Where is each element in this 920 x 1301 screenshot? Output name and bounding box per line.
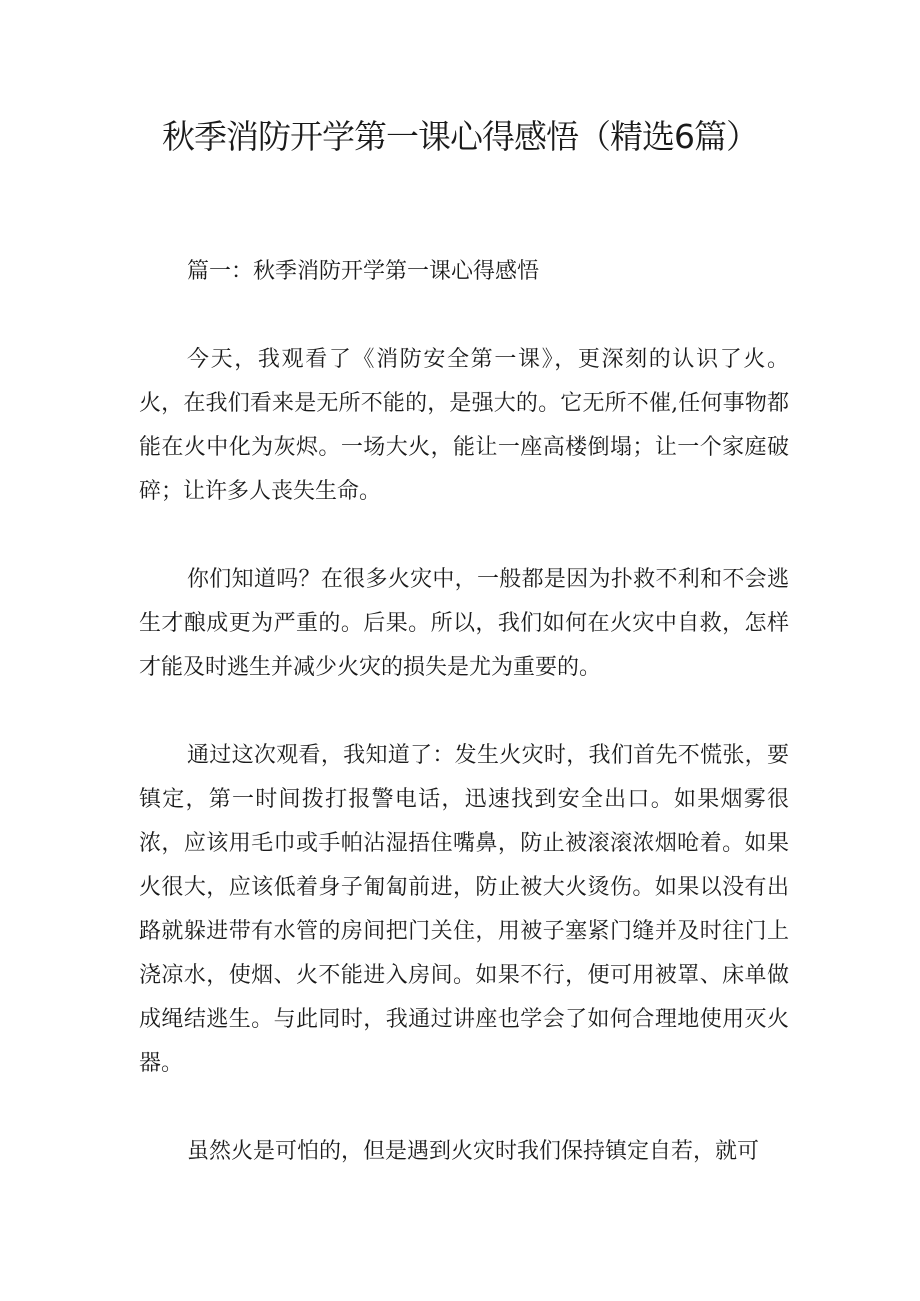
paragraph-4: 虽然火是可怕的，但是遇到火灾时我们保持镇定自若，就可 bbox=[187, 1139, 760, 1164]
document-title: 秋季消防开学第一课心得感悟（精选6篇） bbox=[162, 117, 758, 156]
section-title: 篇一：秋季消防开学第一课心得感悟 bbox=[187, 259, 540, 284]
paragraph-2: 你们知道吗？在很多火灾中，一般都是因为扑救不利和不会逃生才酿成更为严重的。后果。所以，我们如何在火灾中自救，怎样才能及时逃生并减少火灾的损失是尤为重要的。 bbox=[139, 567, 789, 680]
paragraph-3: 通过这次观看，我知道了：发生火灾时，我们首先不慌张，要镇定，第一时间拨打报警电话，迅速找到安全出口。如果烟雾很浓，应该用毛巾或手帕沾湿捂住嘴鼻，防止被滚滚浓烟呛着。如果火很大，应该低着身子匍匐前进，防止被大火烫伤。如果以没有出路就躲进带有水管的房间把门关住，用被子塞紧门缝并及时往门上浇凉水，使烟、火不能进入房间。如果不行，便可用被罩、床单做成绳结逃生。与此同时，我通过讲座也学会了如何合理地使用灭火器。 bbox=[139, 743, 789, 1076]
document-body bbox=[139, 250, 789, 1218]
paragraph-1: 今天，我观看了《消防安全第一课》，更深刻的认识了火。火，在我们看来是无所不能的，是强大的。它无所不催,任何事物都能在火中化为灰烬。一场大火，能让一座高楼倒塌；让一个家庭破碎；让许多人丧失生命。 bbox=[139, 347, 789, 504]
